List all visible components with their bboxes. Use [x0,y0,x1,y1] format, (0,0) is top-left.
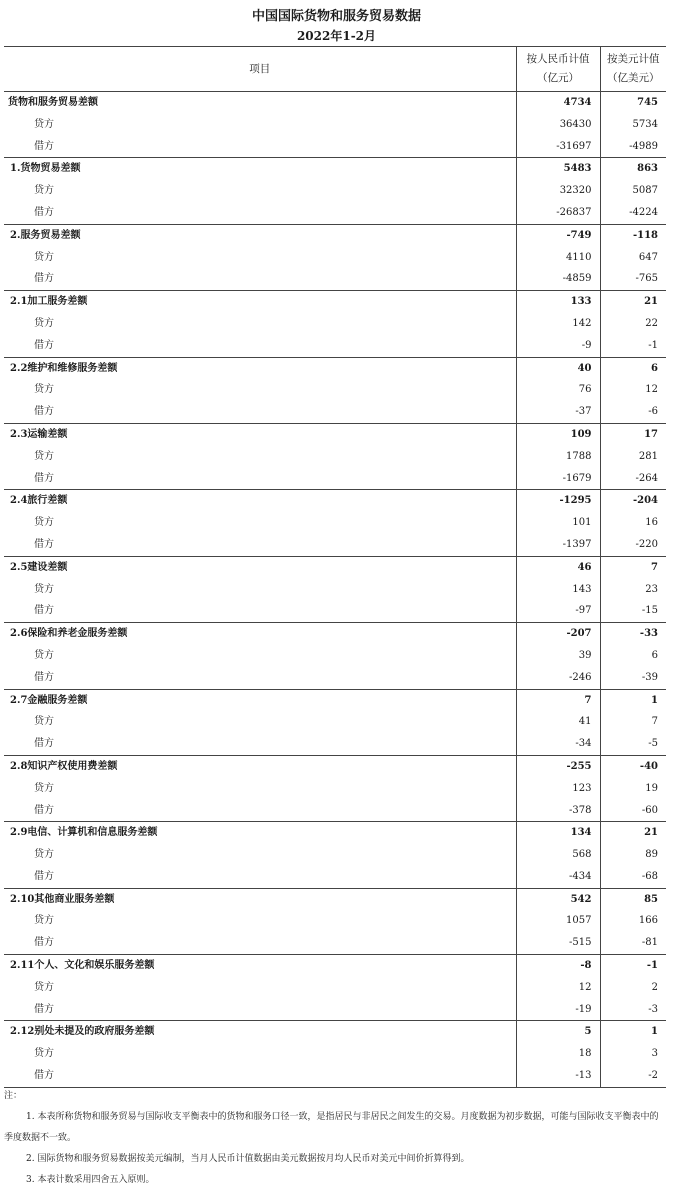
row-label: 2.服务贸易差额 [4,224,516,246]
row-label: 2.5建设差额 [4,556,516,578]
row-label: 借方 [34,206,54,218]
row-label: 借方 [34,339,54,351]
header-item: 项目 [4,47,516,92]
usd-value: -4989 [600,136,666,158]
row-label: 贷方 [34,517,54,529]
usd-value: -204 [600,490,666,512]
usd-value: -264 [600,468,666,490]
header-usd-line2: （亿美元） [607,72,660,84]
rmb-value: -8 [516,955,600,977]
row-label: 贷方 [34,915,54,927]
table-row-balance [4,92,666,114]
row-label: 2.1加工服务差额 [4,291,516,313]
usd-value: 23 [600,579,666,601]
table-header-row [4,47,666,92]
row-label: 借方 [34,472,54,484]
rmb-value: -19 [516,999,600,1021]
rmb-value: -4859 [516,268,600,290]
note-item: 1. 本表所称货物和服务贸易与国际收支平衡表中的货物和服务口径一致，是指居民与非居民之间发生的交易。月度数据为初步数据，可能与国际收支平衡表中的季度数据不一致。 [4,1112,659,1143]
usd-value: -6 [600,401,666,423]
row-label: 借方 [34,605,54,617]
rmb-value: -97 [516,600,600,622]
usd-value: -81 [600,932,666,954]
table-row-balance [4,822,666,844]
rmb-value: 143 [516,579,600,601]
row-label: 2.11个人、文化和娱乐服务差额 [4,955,516,977]
table-row-debit [4,202,666,224]
table-row-balance [4,291,666,313]
usd-value: -60 [600,800,666,822]
header-usd-line1: 按美元计值 [607,53,660,65]
table-row-credit [4,844,666,866]
table-row-debit [4,1065,666,1087]
usd-value: 6 [600,357,666,379]
rmb-value: 39 [516,645,600,667]
rmb-value: -37 [516,401,600,423]
notes-section [4,1086,666,1191]
notes-heading: 注： [4,1091,23,1101]
table-row-debit [4,932,666,954]
row-label: 借方 [34,406,54,418]
usd-value: 281 [600,446,666,468]
row-label: 贷方 [34,251,54,263]
table-row-debit [4,866,666,888]
usd-value: 863 [600,158,666,180]
rmb-value: 133 [516,291,600,313]
row-label: 贷方 [34,583,54,595]
row-label: 贷方 [34,649,54,661]
trade-data-table [4,46,666,1088]
rmb-value: 134 [516,822,600,844]
rmb-value: -1295 [516,490,600,512]
rmb-value: -515 [516,932,600,954]
rmb-value: -31697 [516,136,600,158]
table-row-balance [4,955,666,977]
rmb-value: 32320 [516,180,600,202]
row-label: 借方 [34,1003,54,1015]
row-label: 2.7金融服务差额 [4,689,516,711]
row-label: 借方 [34,671,54,683]
row-label: 贷方 [34,317,54,329]
rmb-value: 7 [516,689,600,711]
rmb-value: 40 [516,357,600,379]
usd-value: -15 [600,600,666,622]
header-rmb [516,47,600,92]
usd-value: 89 [600,844,666,866]
table-row-debit [4,800,666,822]
table-row-credit [4,114,666,136]
table-row-debit [4,401,666,423]
usd-value: 19 [600,778,666,800]
rmb-value: 1057 [516,910,600,932]
table-body [4,92,666,1088]
row-label: 2.9电信、计算机和信息服务差额 [4,822,516,844]
row-label: 2.12别处未提及的政府服务差额 [4,1021,516,1043]
row-label: 贷方 [34,849,54,861]
usd-value: 6 [600,645,666,667]
rmb-value: -9 [516,335,600,357]
rmb-value: 1788 [516,446,600,468]
rmb-value: 4734 [516,92,600,114]
row-label: 借方 [34,870,54,882]
table-row-debit [4,733,666,755]
table-row-credit [4,645,666,667]
usd-value: -4224 [600,202,666,224]
title-block [0,0,673,45]
row-label: 2.10其他商业服务差额 [4,888,516,910]
rmb-value: -13 [516,1065,600,1087]
table-row-credit [4,247,666,269]
usd-value: 21 [600,822,666,844]
rmb-value: 12 [516,977,600,999]
row-label: 借方 [34,937,54,949]
usd-value: -68 [600,866,666,888]
row-label: 借方 [34,273,54,285]
row-label: 贷方 [34,1048,54,1060]
row-label: 借方 [34,738,54,750]
row-label: 2.2维护和维修服务差额 [4,357,516,379]
table-row-balance [4,689,666,711]
table-row-debit [4,999,666,1021]
row-label: 借方 [34,804,54,816]
rmb-value: 101 [516,512,600,534]
table-row-balance [4,423,666,445]
table-row-debit [4,468,666,490]
rmb-value: -1679 [516,468,600,490]
row-label: 贷方 [34,384,54,396]
rmb-value: -378 [516,800,600,822]
row-label: 贷方 [34,118,54,130]
usd-value: 17 [600,423,666,445]
usd-value: -1 [600,955,666,977]
usd-value: -220 [600,534,666,556]
table-row-credit [4,1043,666,1065]
rmb-value: 76 [516,379,600,401]
usd-value: 7 [600,556,666,578]
row-label: 货物和服务贸易差额 [4,92,516,114]
row-label: 贷方 [34,981,54,993]
usd-value: -3 [600,999,666,1021]
usd-value: 21 [600,291,666,313]
table-row-credit [4,711,666,733]
rmb-value: 142 [516,313,600,335]
rmb-value: 18 [516,1043,600,1065]
table-row-balance [4,224,666,246]
usd-value: -39 [600,667,666,689]
rmb-value: 123 [516,778,600,800]
table-row-balance [4,623,666,645]
row-label: 贷方 [34,450,54,462]
table-row-balance [4,1021,666,1043]
table-row-credit [4,512,666,534]
usd-value: -2 [600,1065,666,1087]
page-title: 中国国际货物和服务贸易数据 [251,9,421,24]
table-row-balance [4,755,666,777]
row-label: 2.8知识产权使用费差额 [4,755,516,777]
table-row-balance [4,490,666,512]
row-label: 2.4旅行差额 [4,490,516,512]
rmb-value: -255 [516,755,600,777]
table-row-credit [4,379,666,401]
table-row-credit [4,313,666,335]
row-label: 2.6保险和养老金服务差额 [4,623,516,645]
table-row-balance [4,357,666,379]
table-row-debit [4,136,666,158]
rmb-value: 109 [516,423,600,445]
row-label: 贷方 [34,185,54,197]
usd-value: 166 [600,910,666,932]
rmb-value: 542 [516,888,600,910]
rmb-value: -1397 [516,534,600,556]
usd-value: 1 [600,1021,666,1043]
row-label: 贷方 [34,782,54,794]
table-row-credit [4,910,666,932]
usd-value: -33 [600,623,666,645]
row-label: 借方 [4,1065,516,1087]
usd-value: 85 [600,888,666,910]
rmb-value: -749 [516,224,600,246]
note-item: 2. 国际货物和服务贸易数据按美元编制，当月人民币计值数据由美元数据按月均人民币对美元中间价折算得到。 [26,1154,470,1164]
rmb-value: -434 [516,866,600,888]
usd-value: 5087 [600,180,666,202]
table-row-debit [4,534,666,556]
table-row-balance [4,556,666,578]
table-row-debit [4,600,666,622]
header-rmb-line1: 按人民币计值 [526,53,590,65]
table-row-credit [4,180,666,202]
usd-value: -118 [600,224,666,246]
usd-value: 2 [600,977,666,999]
row-label: 借方 [34,140,54,152]
table-row-debit [4,268,666,290]
usd-value: 1 [600,689,666,711]
rmb-value: 4110 [516,247,600,269]
table-row-balance [4,158,666,180]
rmb-value: -26837 [516,202,600,224]
row-label: 贷方 [34,716,54,728]
rmb-value: -207 [516,623,600,645]
rmb-value: 46 [516,556,600,578]
rmb-value: -246 [516,667,600,689]
usd-value: 22 [600,313,666,335]
usd-value: 7 [600,711,666,733]
row-label: 2.3运输差额 [4,423,516,445]
rmb-value: 36430 [516,114,600,136]
usd-value: 3 [600,1043,666,1065]
usd-value: 16 [600,512,666,534]
table-row-credit [4,579,666,601]
rmb-value: 5 [516,1021,600,1043]
header-rmb-line2: （亿元） [537,72,579,84]
table-row-debit [4,667,666,689]
usd-value: 745 [600,92,666,114]
rmb-value: -34 [516,733,600,755]
note-item: 3. 本表计数采用四舍五入原则。 [26,1175,155,1185]
table-row-credit [4,778,666,800]
rmb-value: 5483 [516,158,600,180]
usd-value: -765 [600,268,666,290]
usd-value: -1 [600,335,666,357]
usd-value: 12 [600,379,666,401]
usd-value: -5 [600,733,666,755]
page-subtitle: 2022年1-2月 [296,29,377,43]
table-row-credit [4,446,666,468]
usd-value: 647 [600,247,666,269]
header-usd [600,47,666,92]
table-row-debit [4,335,666,357]
usd-value: -40 [600,755,666,777]
rmb-value: 41 [516,711,600,733]
row-label: 借方 [34,538,54,550]
table-row-credit [4,977,666,999]
table-row-balance [4,888,666,910]
usd-value: 5734 [600,114,666,136]
rmb-value: 568 [516,844,600,866]
row-label: 1.货物贸易差额 [4,158,516,180]
